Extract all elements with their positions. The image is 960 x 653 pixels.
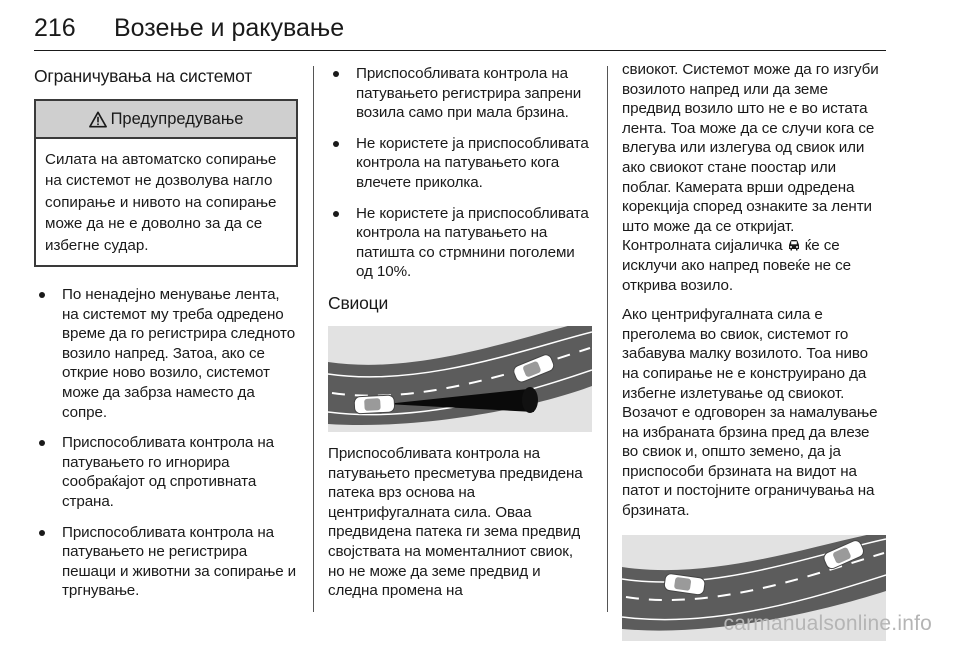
list-item: Не користете ја приспособливата контрола на патувањето на патишта со стрмнини поголеми од 10%.: [328, 204, 592, 282]
column-1: [34, 60, 298, 612]
centrifugal-paragraph: Ако центрифугалната сила е преголема во свиок, системот го забавува малку возилото. Тоа ниво на сопирање не е конструирано да избегне излетување од свиокот. Возачот е одговорен за намалување на избраната брзина пред да влезе во свиок и, општо земено, да ја приспособи брзината на видот на патот и постојните ограничувања на брзината.: [622, 306, 878, 520]
bullet-list: [328, 64, 592, 282]
list-item: Не користете ја приспособливата контрола на патувањето кога влечете приколка.: [328, 134, 592, 193]
detection-zone: [522, 387, 538, 413]
paragraph-text: ќе се исклучи ако напред повеќе не се открива возило.: [622, 237, 851, 294]
warning-box: [34, 99, 298, 267]
warning-triangle-icon: [89, 111, 107, 128]
page-number: 216: [34, 14, 76, 42]
paragraph-text: свиокот. Системот може да го изгуби возилото напред или да земе предвид возило што не е во истата лента. Тоа може да се случи кога се влегува или излегува од свиок или ако свиокот стане поостар или поблаг. Камерата врши одредена корекција според ознаките за ленти што може да се откријат. Контролната сијаличка: [622, 61, 879, 255]
column-divider: [313, 66, 314, 612]
list-item: По ненадејно менување лента, на системот му треба одредено време да го регистрира следното возило напред. Затоа, ако се открие ново возило, системот може да забрза наместо да сопре.: [34, 285, 298, 422]
curves-paragraph-continued: [622, 60, 886, 295]
column-divider: [607, 66, 608, 612]
curves-paragraph: Приспособливата контрола на патувањето пресметува предвидена патека врз основа на центрифугалната сила. Оваа предвидена патека ги зема предвид својствата на моменталниот свиок, но не може да земе предвид и следна промена на: [328, 444, 583, 600]
column-3: [622, 60, 886, 653]
watermark: carmanualsonline.info: [723, 612, 932, 635]
own-vehicle-icon: [354, 395, 395, 414]
list-item: Приспособливата контрола на патувањето регистрира запрени возила само при мала брзина.: [328, 64, 592, 123]
vehicle-ahead-icon: [787, 239, 801, 251]
curve-illustration: [328, 326, 592, 432]
warning-title: Предупредување: [110, 109, 244, 128]
column-2: [328, 60, 592, 611]
section-title-limitations: Ограничувања на системот: [34, 66, 253, 86]
list-item: Приспособливата контрола на патувањето не регистрира пешаци и животни за сопирање и тргнување.: [34, 523, 298, 601]
warning-text: Силата на автоматско сопирање на системот не дозволува нагло сопирање и нивото на сопирање може да не е доволно за да се избегне судар.: [45, 151, 277, 254]
chapter-title: Возење и ракување: [114, 14, 345, 42]
warning-header: [36, 101, 296, 139]
list-item: Приспособливата контрола на патувањето го игнорира сообраќајот од спротивната страна.: [34, 433, 298, 511]
page-header: [34, 6, 886, 50]
section-title-curves: Свиоци: [328, 292, 389, 313]
header-rule: [34, 50, 886, 51]
bullet-list: [34, 285, 298, 601]
